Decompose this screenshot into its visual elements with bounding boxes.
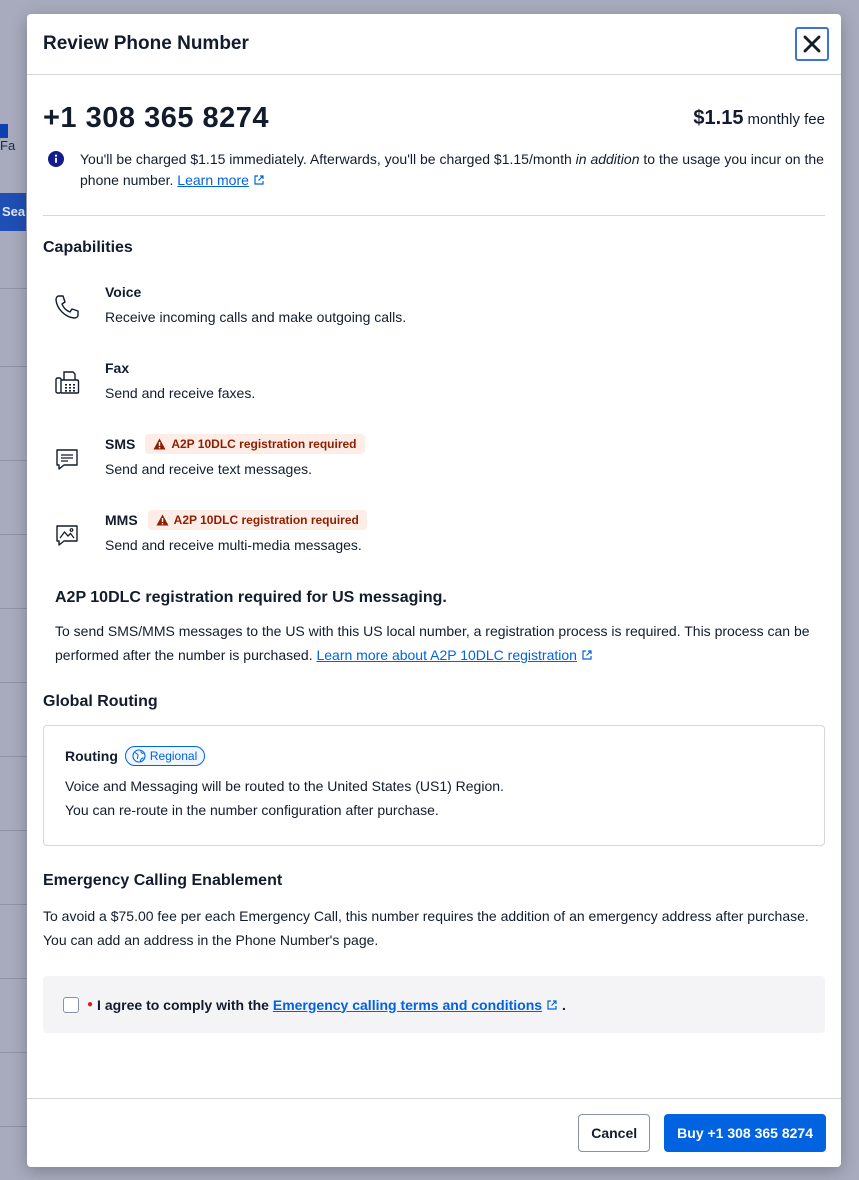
capability-sms	[43, 433, 825, 509]
charge-info-part2: to the usage you incur on the phone number.	[80, 151, 824, 188]
background-divider	[0, 1052, 30, 1053]
external-link-icon	[581, 649, 593, 661]
a2p-text	[55, 619, 825, 667]
phone-icon	[53, 293, 81, 321]
a2p-warning-text: A2P 10DLC registration required	[171, 437, 357, 451]
media-message-icon	[53, 521, 81, 549]
emergency-terms-link[interactable]: Emergency calling terms and conditions	[272, 996, 543, 1013]
background-divider	[0, 608, 30, 609]
background-label: Fa	[0, 122, 26, 138]
charge-info-part1: You'll be charged $1.15 immediately. Afterwards, you'll be charged $1.15/month	[80, 151, 576, 167]
phone-number: +1 308 365 8274	[43, 101, 270, 134]
background-divider	[0, 682, 30, 683]
capability-name	[105, 433, 365, 455]
emergency-calling-text: To avoid a $75.00 fee per each Emergency Call, this number requires the addition of an emergency address after purchase. You can add an address in the Phone Number's page.	[43, 908, 809, 948]
background-divider	[0, 366, 30, 367]
routing-line-1: Voice and Messaging will be routed to the United States (US1) Region.	[65, 778, 504, 794]
capability-name: Fax	[105, 360, 130, 376]
learn-more-link[interactable]: Learn more	[177, 172, 249, 188]
background-divider	[0, 1126, 30, 1127]
a2p-warning-badge	[145, 434, 364, 454]
background-divider	[0, 978, 30, 979]
modal-title: Review Phone Number	[43, 33, 249, 54]
background-divider	[0, 534, 30, 535]
routing-card	[43, 725, 825, 846]
background-divider	[0, 904, 30, 905]
a2p-registration-section	[55, 589, 825, 667]
monthly-fee	[693, 107, 825, 130]
price-row	[43, 99, 825, 137]
modal-body	[27, 75, 841, 1033]
background-divider	[0, 830, 30, 831]
close-button[interactable]	[795, 27, 829, 61]
capability-name: Voice	[105, 284, 142, 300]
agree-checkbox[interactable]	[63, 997, 79, 1013]
background-divider	[0, 288, 30, 289]
review-phone-number-modal	[27, 14, 841, 1167]
routing-header	[65, 746, 803, 766]
fee-label: monthly fee	[747, 110, 825, 128]
cancel-button[interactable]: Cancel	[578, 1114, 650, 1152]
fax-icon	[53, 369, 81, 397]
capability-voice	[43, 281, 825, 357]
capability-description: Send and receive faxes.	[105, 385, 256, 401]
a2p-title: A2P 10DLC registration required for US messaging.	[55, 589, 447, 606]
capabilities-list	[43, 281, 825, 585]
capability-description: Send and receive text messages.	[105, 461, 313, 477]
routing-line-2: You can re-route in the number configuration after purchase.	[65, 802, 439, 818]
warning-icon	[153, 438, 166, 450]
required-indicator: ●	[87, 999, 94, 1010]
agree-text	[97, 997, 566, 1013]
info-icon	[48, 151, 64, 167]
background-divider	[0, 756, 30, 757]
external-link-icon	[546, 999, 558, 1011]
regional-badge-text: Regional	[149, 749, 198, 763]
routing-label: Routing	[65, 748, 118, 764]
a2p-learn-more-link[interactable]: Learn more about A2P 10DLC registration	[316, 647, 577, 663]
regional-badge	[125, 746, 205, 766]
capability-name-text: SMS	[105, 436, 136, 452]
emergency-agreement	[43, 976, 825, 1033]
capability-description: Receive incoming calls and make outgoing calls.	[105, 309, 407, 325]
warning-icon	[156, 514, 169, 526]
global-routing-title: Global Routing	[43, 693, 158, 710]
background-divider	[0, 460, 30, 461]
buy-number-button[interactable]: Buy +1 308 365 8274	[664, 1114, 826, 1152]
external-link-icon	[253, 174, 265, 186]
charge-info-emphasis: in addition	[575, 151, 640, 167]
fee-amount: $1.15	[693, 106, 744, 129]
charge-info	[43, 149, 825, 216]
capabilities-title: Capabilities	[43, 239, 133, 256]
globe-icon	[132, 749, 146, 763]
capability-description: Send and receive multi-media messages.	[105, 537, 362, 553]
routing-description	[65, 774, 803, 822]
agree-prefix: I agree to comply with the	[97, 996, 273, 1013]
a2p-text-body: To send SMS/MMS messages to the US with this US local number, a registration process is required. This process can be performed after the number is purchased.	[55, 623, 810, 663]
chat-icon	[53, 445, 81, 473]
a2p-warning-badge	[148, 510, 367, 530]
agree-suffix: .	[561, 996, 566, 1013]
capability-mms	[43, 509, 825, 585]
modal-header	[27, 14, 841, 75]
capability-fax	[43, 357, 825, 433]
charge-info-text	[80, 149, 825, 191]
close-icon	[803, 35, 821, 53]
background-search-button: Sea	[0, 193, 26, 231]
capability-name	[105, 509, 367, 531]
a2p-warning-text: A2P 10DLC registration required	[173, 513, 359, 527]
emergency-calling-title: Emergency Calling Enablement	[43, 872, 283, 889]
modal-footer	[27, 1098, 841, 1167]
capability-name-text: MMS	[105, 512, 138, 528]
